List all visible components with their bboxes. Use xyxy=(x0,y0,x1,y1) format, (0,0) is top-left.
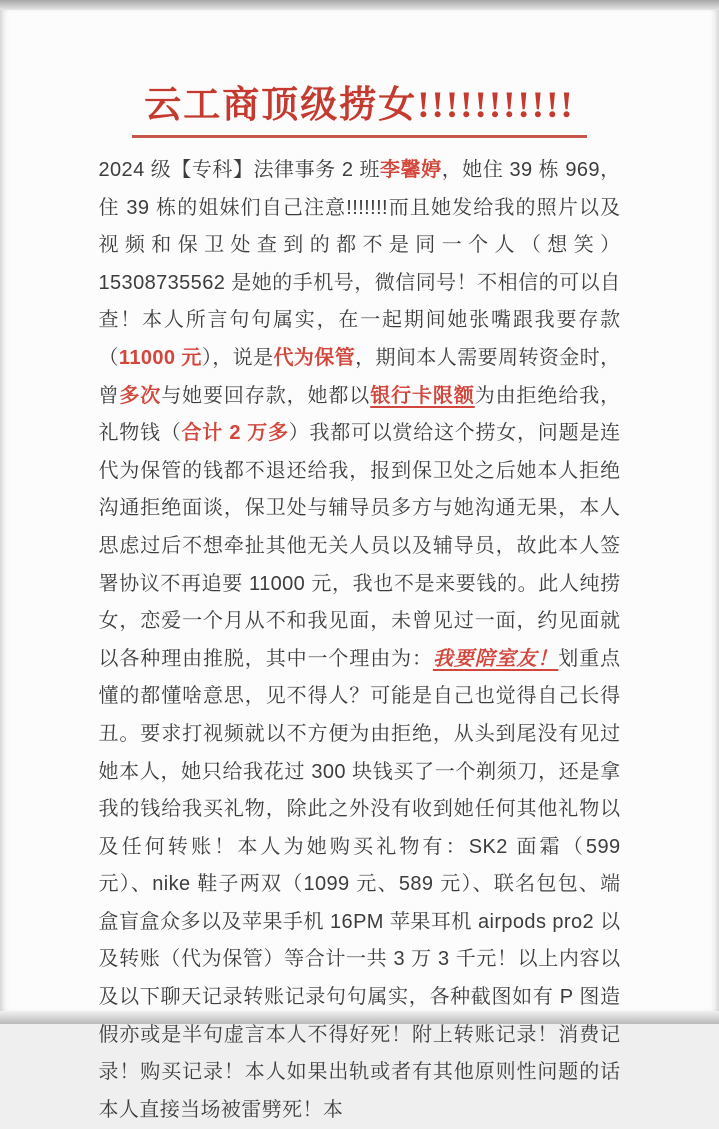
text-run-highlight: 代为保管 xyxy=(273,346,356,369)
text-run: 划重点懂的都懂啥意思，见不得人？可能是自己也觉得自己长得丑。要求打视频就以不方便为由拒绝，从头到尾没有见过她本人，她只给我花过 300 块钱买了一个剃须刀，还是拿我的钱给我买礼物，除此之外没有收到她任何其他礼物以及任何转账！本人为她购买礼物有：SK2 面霜（599 元）、nike 鞋子两双（1099 元、589 元）、联名包包、端盒盲盒众多以及苹果手机 16PM 苹果耳机 airpods pro2 以及转账（代为保管）等合计一共 3 万 3 千元！以上内容以及以下聊天记录转账记录句句属实，各种截图如有 P 图造假亦或是半句虚言本人不得好死！附上转账记录！消费记录！购买记录！本人如果出轨或者有其他原则性问题的话本人直接当场被雷劈死！本 xyxy=(98,647,621,1121)
photo-bottom-edge xyxy=(0,1011,719,1024)
text-run: ），说是 xyxy=(201,346,274,369)
document-body xyxy=(99,152,621,1129)
text-run-highlight-italic: 我要陪室友！ xyxy=(432,647,559,670)
text-run: ，期间本人需要周转资金时，曾 xyxy=(98,346,621,407)
text-run: 2024 级【专科】法律事务 2 班 xyxy=(98,159,381,181)
title-row xyxy=(0,10,719,138)
text-run-highlight-amount: 11000 元 xyxy=(118,346,202,369)
text-run: 为由拒绝给我，礼物钱（ xyxy=(98,384,621,445)
text-run-highlight-total: 合计 2 万多 xyxy=(181,422,289,445)
text-run-highlight-name: 李馨婷 xyxy=(380,159,442,181)
text-run: ，她住 39 栋 969，住 39 栋的姐妹们自己注意!!!!!!!而且她发给我的照片以及视频和保卫处查到的都不是同一个人（想笑）15308735562 是她的手机号，微信同号！不相信的可以自查！本人所言句句属实，在一起期间她张嘴跟我要存款（ xyxy=(98,159,621,369)
text-run-highlight: 多次 xyxy=(119,384,162,407)
document-title: 云工商顶级捞女!!!!!!!!!!! xyxy=(132,74,587,138)
document-page xyxy=(0,10,719,1121)
photo-top-edge xyxy=(0,0,719,10)
text-run: ）我都可以赏给这个捞女，问题是连代为保管的钱都不退还给我，报到保卫处之后她本人拒绝沟通拒绝面谈，保卫处与辅导员多方与她沟通无果，本人思虑过后不想牵扯其他无关人员以及辅导员，故此本人签署协议不再追要 11000 元，我也不是来要钱的。此人纯捞女，恋爱一个月从不和我见面，未曾见过一面，约见面就以各种理由推脱，其中一个理由为： xyxy=(98,422,621,670)
text-run-highlight-underlined: 银行卡限额 xyxy=(370,384,475,407)
text-run: 与她要回存款，她都以 xyxy=(161,384,371,407)
